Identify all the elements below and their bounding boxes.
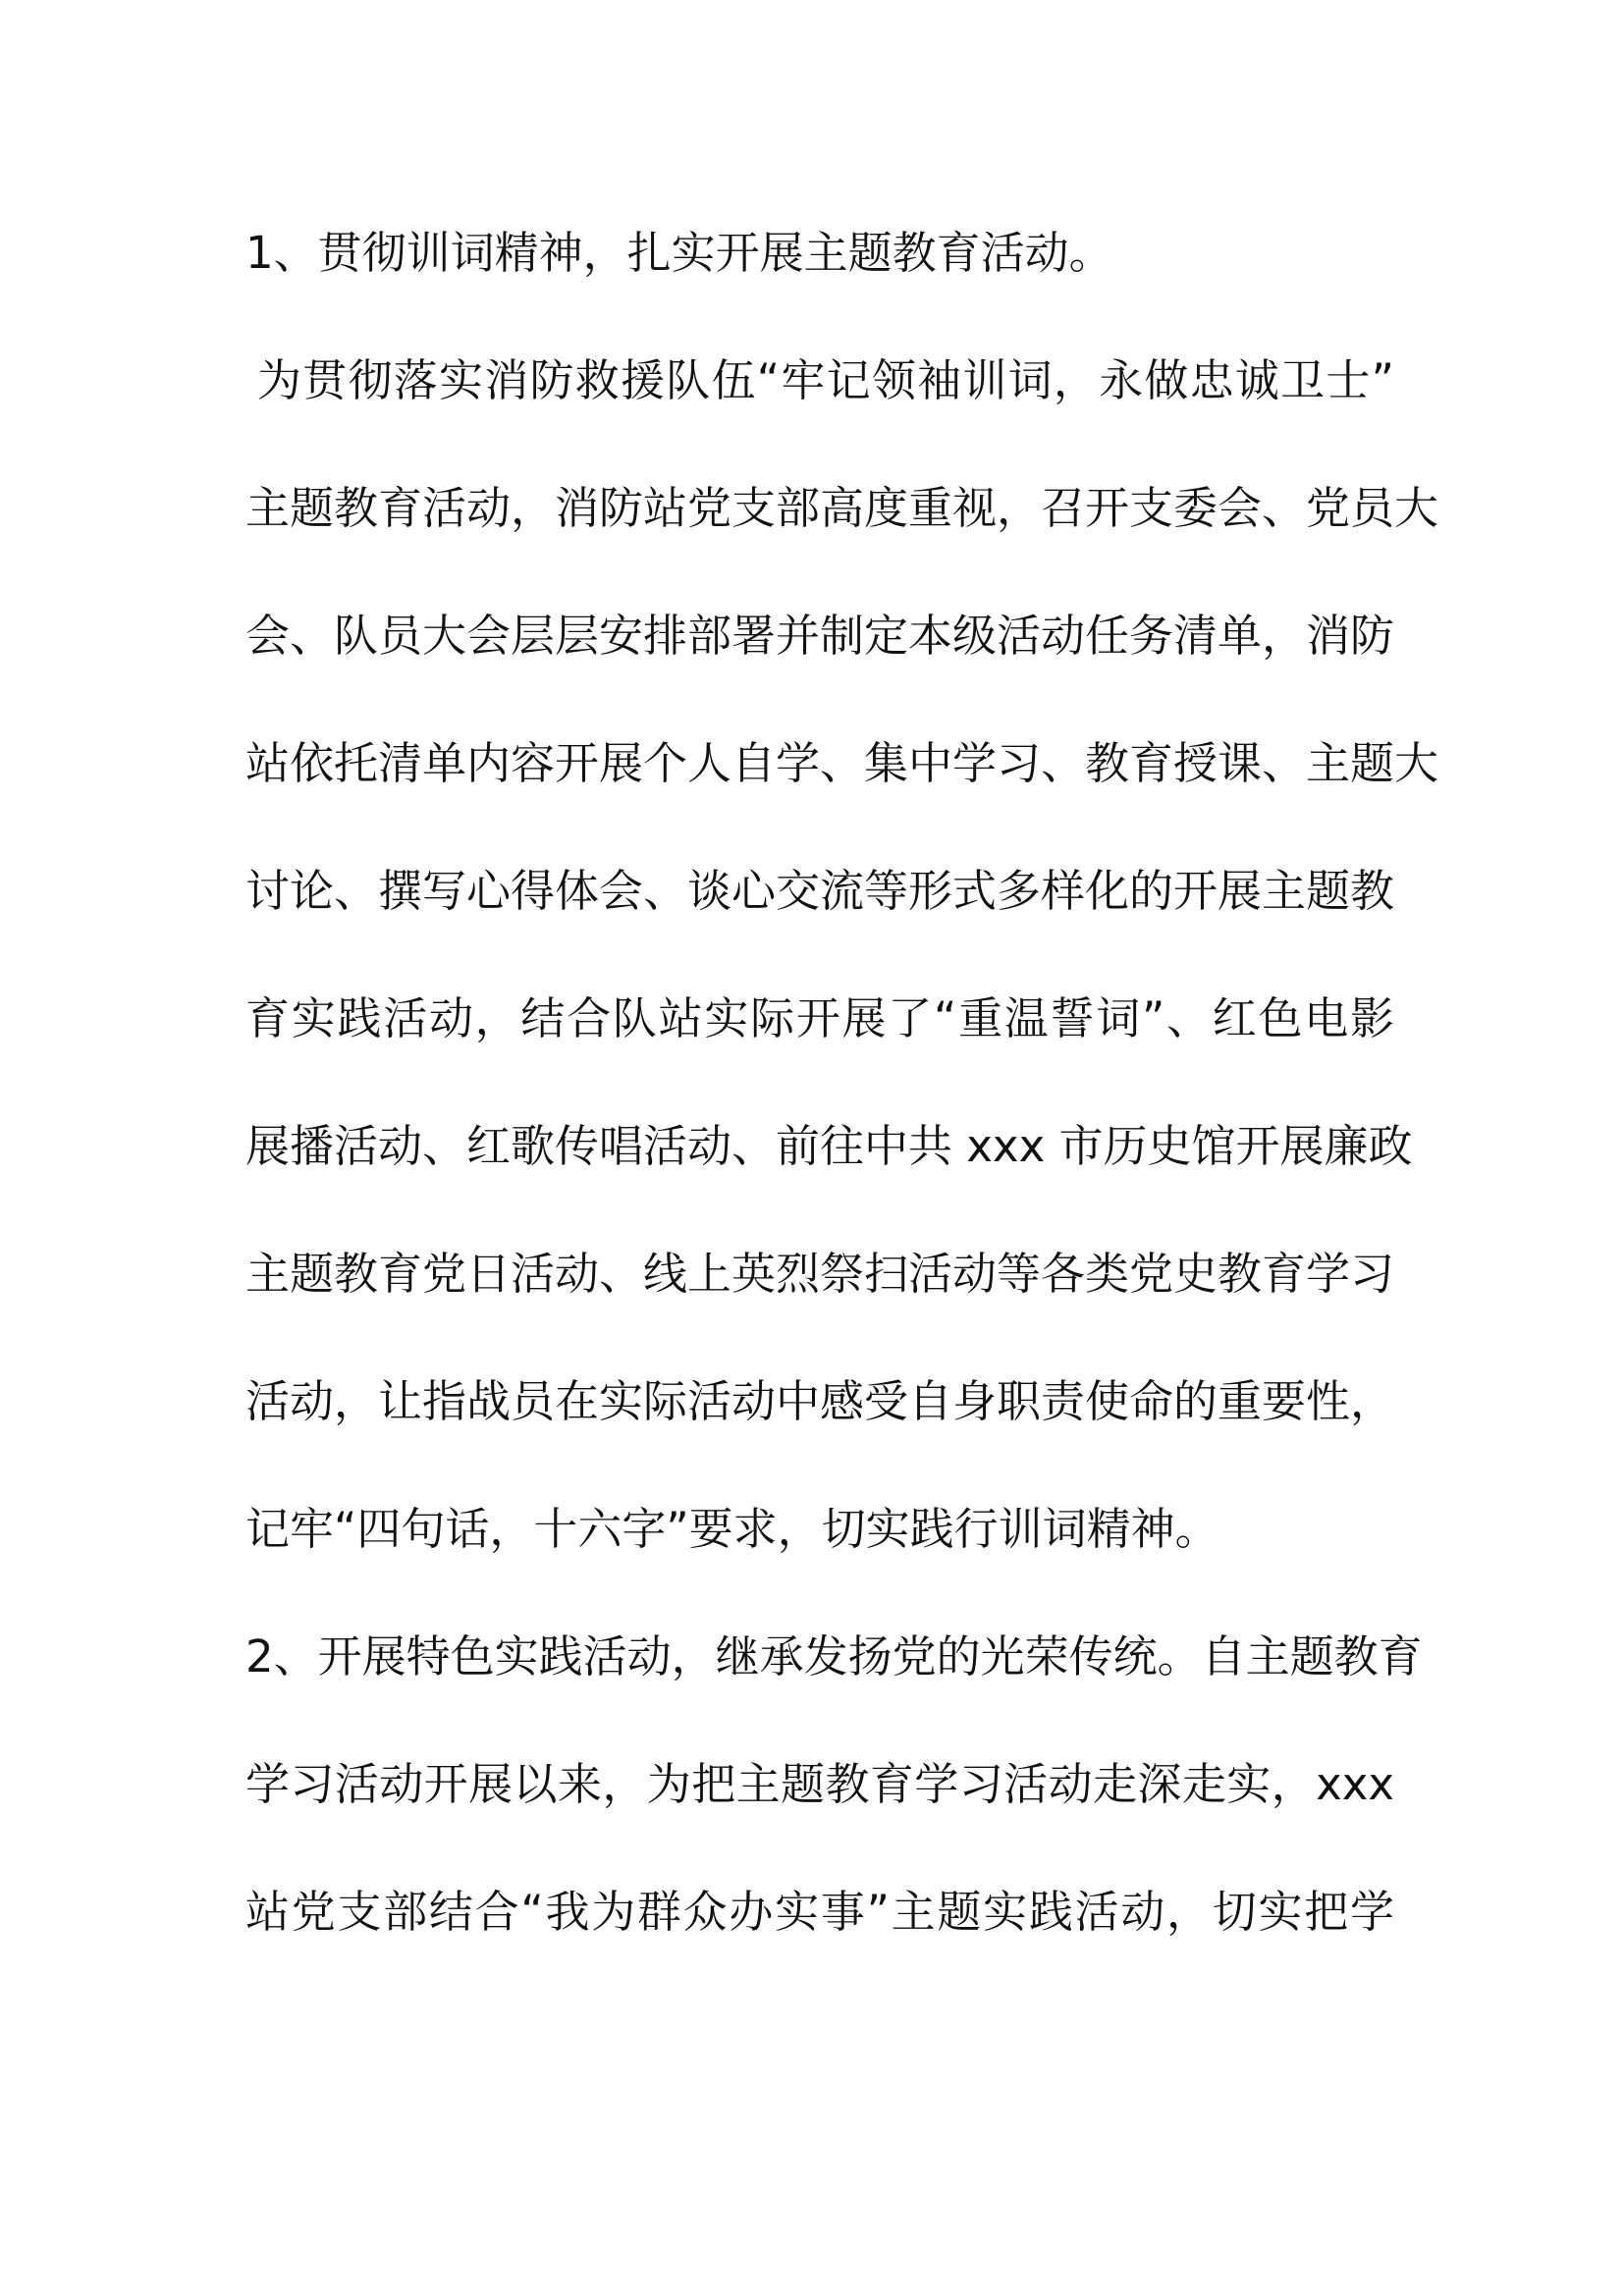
paragraph-line: 站党支部结合“我为群众办实事”主题实践活动，切实把学 [245, 1886, 1394, 1938]
paragraph-line: 主题教育党日活动、线上英烈祭扫活动等各类党史教育学习 [245, 1248, 1395, 1300]
paragraph-line: 会、队员大会层层安排部署并制定本级活动任务清单，消防 [245, 610, 1395, 662]
paragraph-line: 活动，让指战员在实际活动中感受自身职责使命的重要性， [245, 1375, 1395, 1427]
paragraph-line: 讨论、撰写心得体会、谈心交流等形式多样化的开展主题教 [245, 865, 1395, 917]
paragraph-line: 为贯彻落实消防救援队伍“牢记领袖训词，永做忠诚卫士” [257, 354, 1394, 406]
section-heading-2: 2、开展特色实践活动，继承发扬党的光荣传统。自主题教育 [245, 1630, 1423, 1682]
section-heading-1: 1、贯彻训词精神，扎实开展主题教育活动。 [245, 227, 1113, 279]
paragraph-line: 记牢“四句话，十六字”要求，切实践行训词精神。 [245, 1503, 1219, 1555]
paragraph-line: 展播活动、红歌传唱活动、前往中共 xxx 市历史馆开展廉政 [245, 1120, 1413, 1172]
paragraph-line: 站依托清单内容开展个人自学、集中学习、教育授课、主题大 [245, 737, 1439, 789]
paragraph-line: 育实践活动，结合队站实际开展了“重温誓词”、红色电影 [245, 992, 1394, 1044]
paragraph-line: 学习活动开展以来，为把主题教育学习活动走深走实，xxx [245, 1758, 1394, 1810]
paragraph-line: 主题教育活动，消防站党支部高度重视，召开支委会、党员大 [245, 482, 1439, 534]
